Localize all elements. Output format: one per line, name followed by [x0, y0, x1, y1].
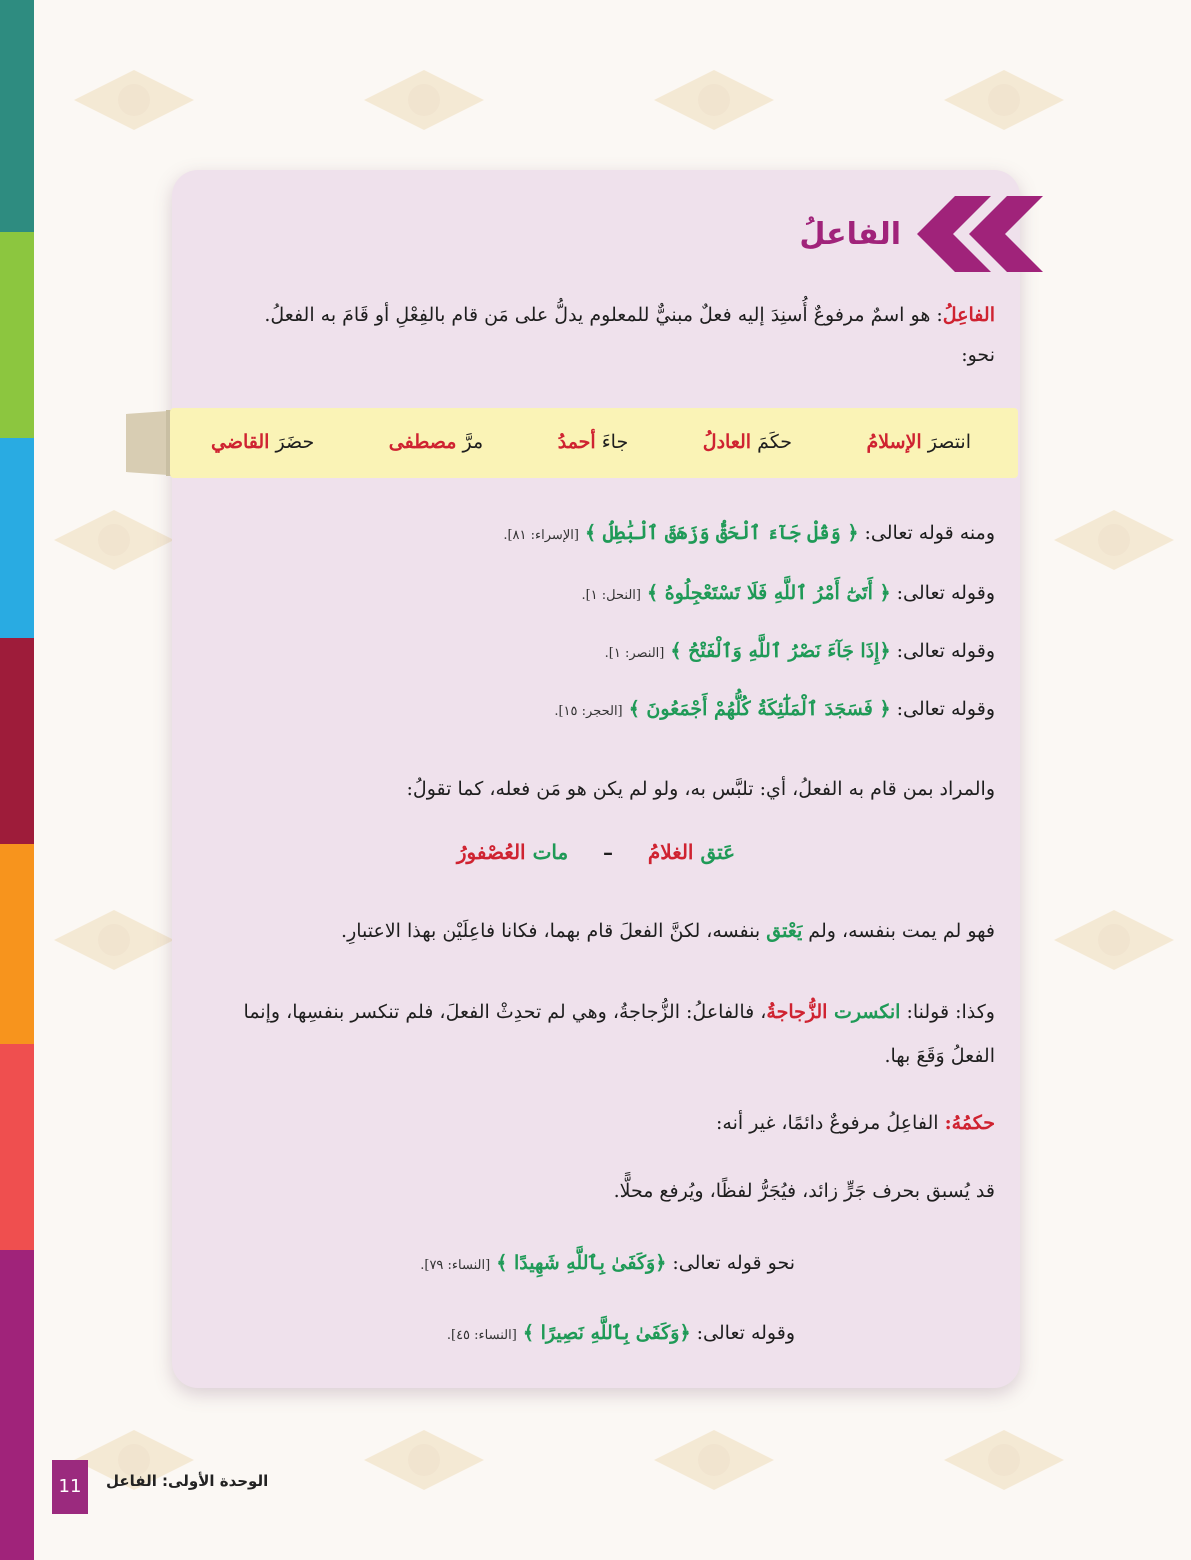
ruling-verse: نحو قوله تعالى: ﴿وَكَفَىٰ بِٱللَّهِ شَهِيدًا ﴾ [النساء: ٧٩].	[420, 1252, 795, 1274]
explanation-1: والمراد بمن قام به الفعلُ، أي: تلبَّس به، ولو لم يكن هو مَن فعله، كما تقولُ:	[406, 778, 995, 800]
ruling-2: قد يُسبق بحرف جَرٍّ زائد، فيُجَرُّ لفظًا، ويُرفع محلًّا.	[613, 1180, 995, 1202]
center-examples: عَتق الغلامُ – مات العُصْفورُ	[456, 840, 736, 864]
example-item: حكَمَ العادلُ	[702, 431, 792, 453]
ruling: حكمُهُ: الفاعِلُ مرفوعٌ دائمًا، غير أنه:	[716, 1112, 995, 1134]
explanation-3: وكذا: قولنا: انكسرت الزُّجاجةُ، فالفاعلُ: الزُّجاجةُ، وهي لم تحدِثْ الفعلَ، فلم تنكسر بنفسِها، وإنما الفعلُ وَقَعَ بها.	[243, 1001, 995, 1067]
color-strip	[0, 0, 34, 1560]
definition-term: الفاعِلُ	[942, 304, 995, 326]
explanation-2: فهو لم يمت بنفسه، ولم يَعْتق بنفسه، لكنَّ الفعلَ قام بهما، فكانا فاعِلَيْن بهذا الاعتبارِ.	[341, 920, 995, 942]
definition-text: هو اسمٌ مرفوعٌ أُسنِدَ إليه فعلٌ مبنيٌّ للمعلوم يدلُّ على مَن قام بالفِعْلِ أو قَامَ به الفعلُ.	[264, 304, 937, 326]
definition	[195, 300, 995, 330]
verse-line: وقوله تعالى: ﴿إِذَا جَآءَ نَصْرُ ٱللَّهِ وَٱلْفَتْحُ ﴾ [النصر: ١].	[604, 640, 995, 662]
nahw-label: نحو:	[961, 344, 995, 366]
double-chevron-icon	[907, 196, 1043, 272]
example-item: حضَرَ القاضي	[211, 431, 315, 453]
example-item: انتصرَ الإسلامُ	[866, 431, 971, 453]
example-item: جاءَ أحمدُ	[557, 431, 629, 453]
page-number-badge	[52, 1460, 88, 1514]
page-number: 11	[58, 1476, 82, 1497]
unit-title: الوحدة الأولى: الفاعل	[106, 1472, 269, 1490]
definition-colon: :	[936, 304, 943, 326]
page-title: الفاعلُ	[799, 216, 901, 252]
example-item: مرَّ مصطفى	[388, 431, 484, 453]
examples-list	[211, 420, 971, 464]
verse-line: ومنه قوله تعالى: ﴿ وَقُلْ جَآءَ ٱلْحَقُّ وَزَهَقَ ٱلْبَٰطِلُ ﴾ [الإسراء: ٨١].	[503, 522, 995, 544]
ruling-verse: وقوله تعالى: ﴿وَكَفَىٰ بِٱللَّهِ نَصِيرًا ﴾ [النساء: ٤٥].	[446, 1322, 795, 1344]
title-row	[799, 196, 1043, 272]
verse-line: وقوله تعالى: ﴿ أَتَىٰٓ أَمْرُ ٱللَّهِ فَلَا تَسْتَعْجِلُوهُ ﴾ [النحل: ١].	[581, 582, 995, 604]
verse-line: وقوله تعالى: ﴿ فَسَجَدَ ٱلْمَلَٰٓئِكَةُ كُلُّهُمْ أَجْمَعُونَ ﴾ [الحجر: ١٥].	[554, 698, 995, 720]
